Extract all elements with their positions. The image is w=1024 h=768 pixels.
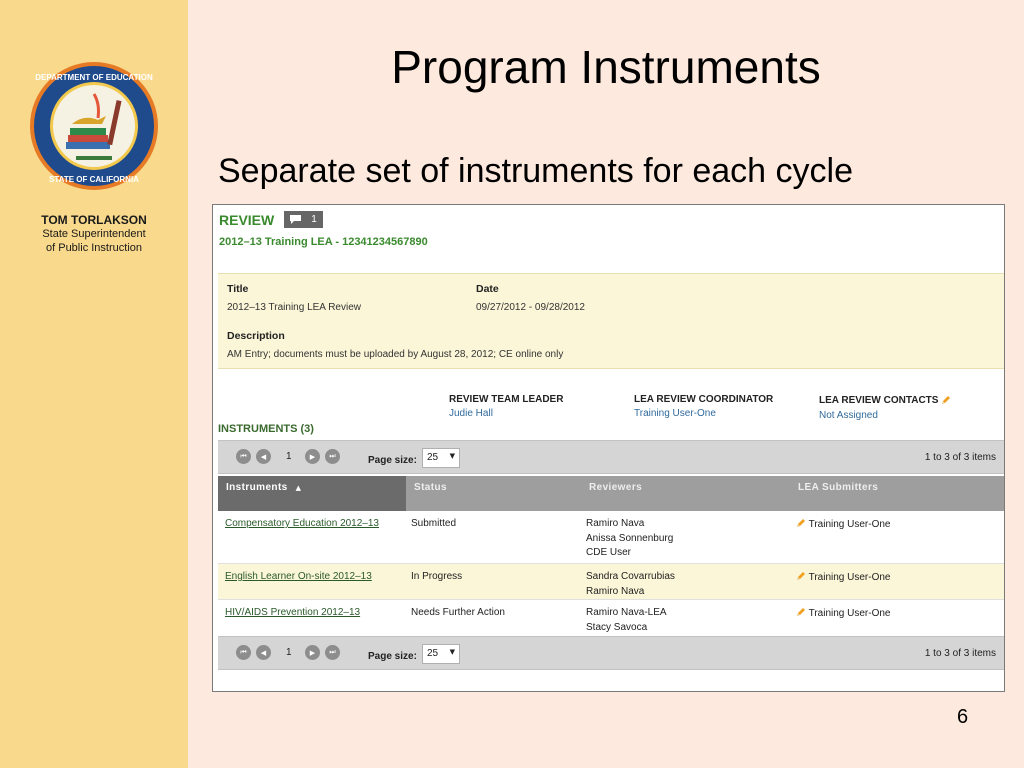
pager-bottom bbox=[218, 636, 1004, 670]
table-row bbox=[218, 511, 1004, 564]
review-heading: REVIEW bbox=[219, 211, 275, 228]
lea-submitter-cell: Training User-One bbox=[796, 518, 891, 533]
dropdown-arrow-icon: ▼ bbox=[449, 452, 455, 460]
column-header-status[interactable]: Status bbox=[414, 482, 447, 493]
slide-title: Program Instruments bbox=[391, 41, 821, 93]
edit-pencil-icon[interactable] bbox=[796, 571, 806, 581]
lea-submitter-cell: Training User-One bbox=[796, 571, 891, 586]
review-screenshot-panel bbox=[212, 204, 1005, 692]
review-details-box bbox=[218, 273, 1004, 369]
page-size-label: Page size: bbox=[368, 651, 417, 662]
reviewers-cell: Ramiro Nava Anissa Sonnenburg CDE User bbox=[586, 518, 674, 558]
last-page-icon[interactable]: ⏭ bbox=[325, 449, 340, 464]
prev-page-icon[interactable]: ◀ bbox=[256, 645, 271, 660]
column-header-lea-submitters[interactable]: LEA Submitters bbox=[798, 482, 879, 493]
instrument-link[interactable]: HIV/AIDS Prevention 2012–13 bbox=[225, 607, 361, 618]
next-page-icon[interactable]: ▶ bbox=[305, 449, 320, 464]
reviewers-cell: Ramiro Nava-LEA Stacy Savoca bbox=[586, 607, 667, 633]
column-header-instruments[interactable]: Instruments ▲ bbox=[218, 476, 406, 511]
review-team-leader-label: REVIEW TEAM LEADER bbox=[449, 394, 564, 405]
table-row bbox=[218, 600, 1004, 637]
table-row bbox=[218, 564, 1004, 600]
comment-icon bbox=[290, 215, 301, 224]
description-label: Description bbox=[227, 330, 285, 342]
lea-review-contacts-label: LEA REVIEW CONTACTS bbox=[819, 395, 939, 406]
lea-submitter-cell: Training User-One bbox=[796, 607, 891, 622]
lea-review-coordinator-label: LEA REVIEW COORDINATOR bbox=[634, 394, 774, 405]
prev-page-icon[interactable]: ◀ bbox=[256, 449, 271, 464]
description-value: AM Entry; documents must be uploaded by August 28, 2012; CE online only bbox=[227, 349, 564, 360]
comment-count: 1 bbox=[311, 214, 317, 225]
item-count: 1 to 3 of 3 items bbox=[924, 452, 996, 463]
column-header-reviewers[interactable]: Reviewers bbox=[589, 482, 643, 493]
title-value: 2012–13 Training LEA Review bbox=[227, 302, 361, 313]
reviewers-cell: Sandra Covarrubias Ramiro Nava bbox=[586, 571, 675, 597]
current-page-number[interactable]: 1 bbox=[286, 647, 292, 658]
superintendent-block bbox=[0, 213, 188, 255]
sort-ascending-icon: ▲ bbox=[295, 484, 302, 492]
lea-review-contacts-value: Not Assigned bbox=[819, 410, 878, 421]
lea-title: 2012–13 Training LEA - 12341234567890 bbox=[219, 236, 428, 248]
comment-badge[interactable] bbox=[284, 211, 323, 228]
title-label: Title bbox=[227, 283, 249, 295]
page-size-value: 25 bbox=[427, 648, 439, 659]
status-cell: Submitted bbox=[411, 518, 457, 529]
instruments-heading: INSTRUMENTS (3) bbox=[218, 423, 314, 435]
page-size-value: 25 bbox=[427, 452, 439, 463]
superintendent-name: TOM TORLAKSON bbox=[41, 213, 147, 227]
edit-pencil-icon[interactable] bbox=[796, 607, 806, 617]
department-of-education-seal-icon bbox=[28, 60, 160, 192]
next-page-icon[interactable]: ▶ bbox=[305, 645, 320, 660]
review-header bbox=[219, 211, 323, 228]
first-page-icon[interactable]: ⏮ bbox=[236, 449, 251, 464]
status-cell: In Progress bbox=[411, 571, 463, 582]
page-size-select[interactable] bbox=[422, 644, 460, 664]
review-team-leader-value: Judie Hall bbox=[449, 408, 493, 419]
seal-text-top: DEPARTMENT OF EDUCATION bbox=[35, 73, 153, 82]
edit-pencil-icon[interactable] bbox=[796, 518, 806, 528]
current-page-number[interactable]: 1 bbox=[286, 451, 292, 462]
left-sidebar-band bbox=[0, 0, 188, 768]
item-count: 1 to 3 of 3 items bbox=[924, 648, 996, 659]
instrument-link[interactable]: English Learner On-site 2012–13 bbox=[225, 571, 372, 582]
superintendent-role-line1: State Superintendent bbox=[42, 228, 146, 240]
superintendent-role-line2: of Public Instruction bbox=[46, 242, 142, 254]
edit-pencil-icon[interactable] bbox=[941, 395, 951, 405]
instrument-link[interactable]: Compensatory Education 2012–13 bbox=[225, 518, 379, 529]
date-value: 09/27/2012 - 09/28/2012 bbox=[476, 302, 585, 313]
page-size-select[interactable] bbox=[422, 448, 460, 468]
first-page-icon[interactable]: ⏮ bbox=[236, 645, 251, 660]
instruments-grid-header bbox=[218, 476, 1004, 511]
seal-text-bottom: STATE OF CALIFORNIA bbox=[49, 175, 139, 184]
lea-review-contacts-header bbox=[819, 395, 951, 406]
last-page-icon[interactable]: ⏭ bbox=[325, 645, 340, 660]
slide-subtitle: Separate set of instruments for each cycle bbox=[218, 152, 853, 190]
lea-review-coordinator-value: Training User-One bbox=[634, 408, 716, 419]
status-cell: Needs Further Action bbox=[411, 607, 505, 618]
date-label: Date bbox=[476, 283, 499, 295]
page-size-label: Page size: bbox=[368, 455, 417, 466]
dropdown-arrow-icon: ▼ bbox=[449, 648, 455, 656]
pager-top bbox=[218, 440, 1004, 474]
slide-page-number: 6 bbox=[957, 706, 969, 728]
